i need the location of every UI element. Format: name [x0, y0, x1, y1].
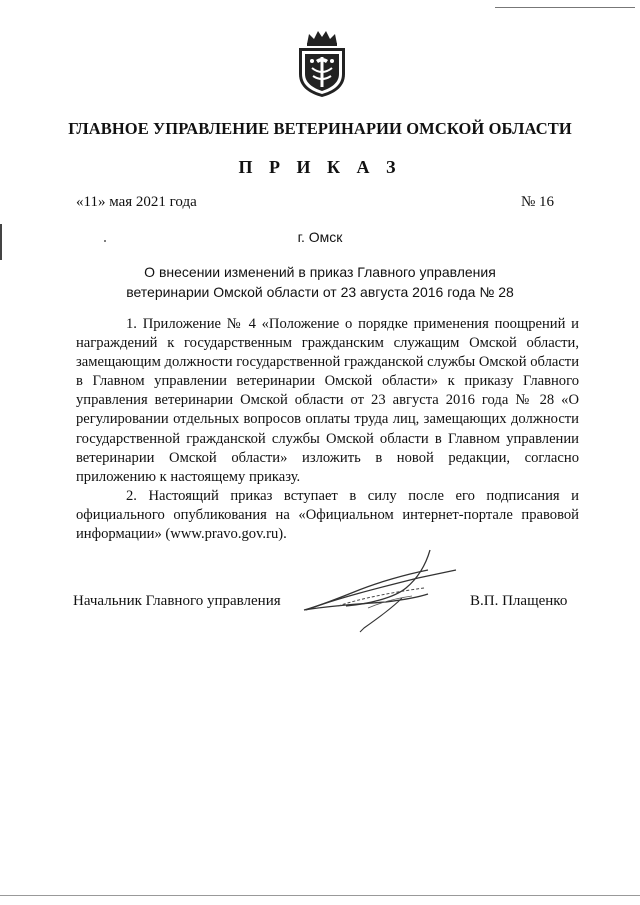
document-city: г. Омск [297, 229, 343, 245]
organization-title: ГЛАВНОЕ УПРАВЛЕНИЕ ВЕТЕРИНАРИИ ОМСКОЙ ОБЛАСТИ [68, 119, 572, 138]
body-paragraph-1: 1. Приложение № 4 «Положение о порядке применения поощрений и награждений к государственным гражданским служащим Омской области, замещающим должности государственной гражданской службы Омской области в Главном управлении ветеринарии Омской области» к приказу Главного управления ветеринарии Омской области от 23 августа 2016 года № 28 «О регулировании отдельных вопросов оплаты труда лиц, замещающих должности государственной гражданской службы Омской области в Главном управлении ветеринарии Омской области» изложить в новой редакции, согласно приложению к настоящему приказу. [76, 316, 579, 485]
signatory-name: В.П. Плащенко [470, 593, 568, 609]
document-number: № 16 [520, 194, 554, 210]
scan-artifact-dot [104, 240, 106, 242]
scan-artifact-line [0, 895, 640, 896]
scan-artifact-line [495, 7, 635, 8]
document-subject [0, 262, 640, 302]
coat-of-arms-icon [295, 30, 349, 98]
document-type-title: П Р И К А З [238, 157, 402, 177]
document-date: «11» мая 2021 года [76, 194, 197, 210]
signatory-position: Начальник Главного управления [73, 593, 281, 609]
document-body [76, 315, 579, 544]
body-paragraph-2: 2. Настоящий приказ вступает в силу после его подписания и официального опубликования на «Официальном интернет-портале правовой информации» (www.pravo.gov.ru). [76, 487, 579, 543]
signature-image [298, 548, 458, 634]
subject-line: О внесении изменений в приказ Главного управления [144, 264, 496, 280]
subject-line: ветеринарии Омской области от 23 августа 2016 года № 28 [126, 284, 514, 300]
